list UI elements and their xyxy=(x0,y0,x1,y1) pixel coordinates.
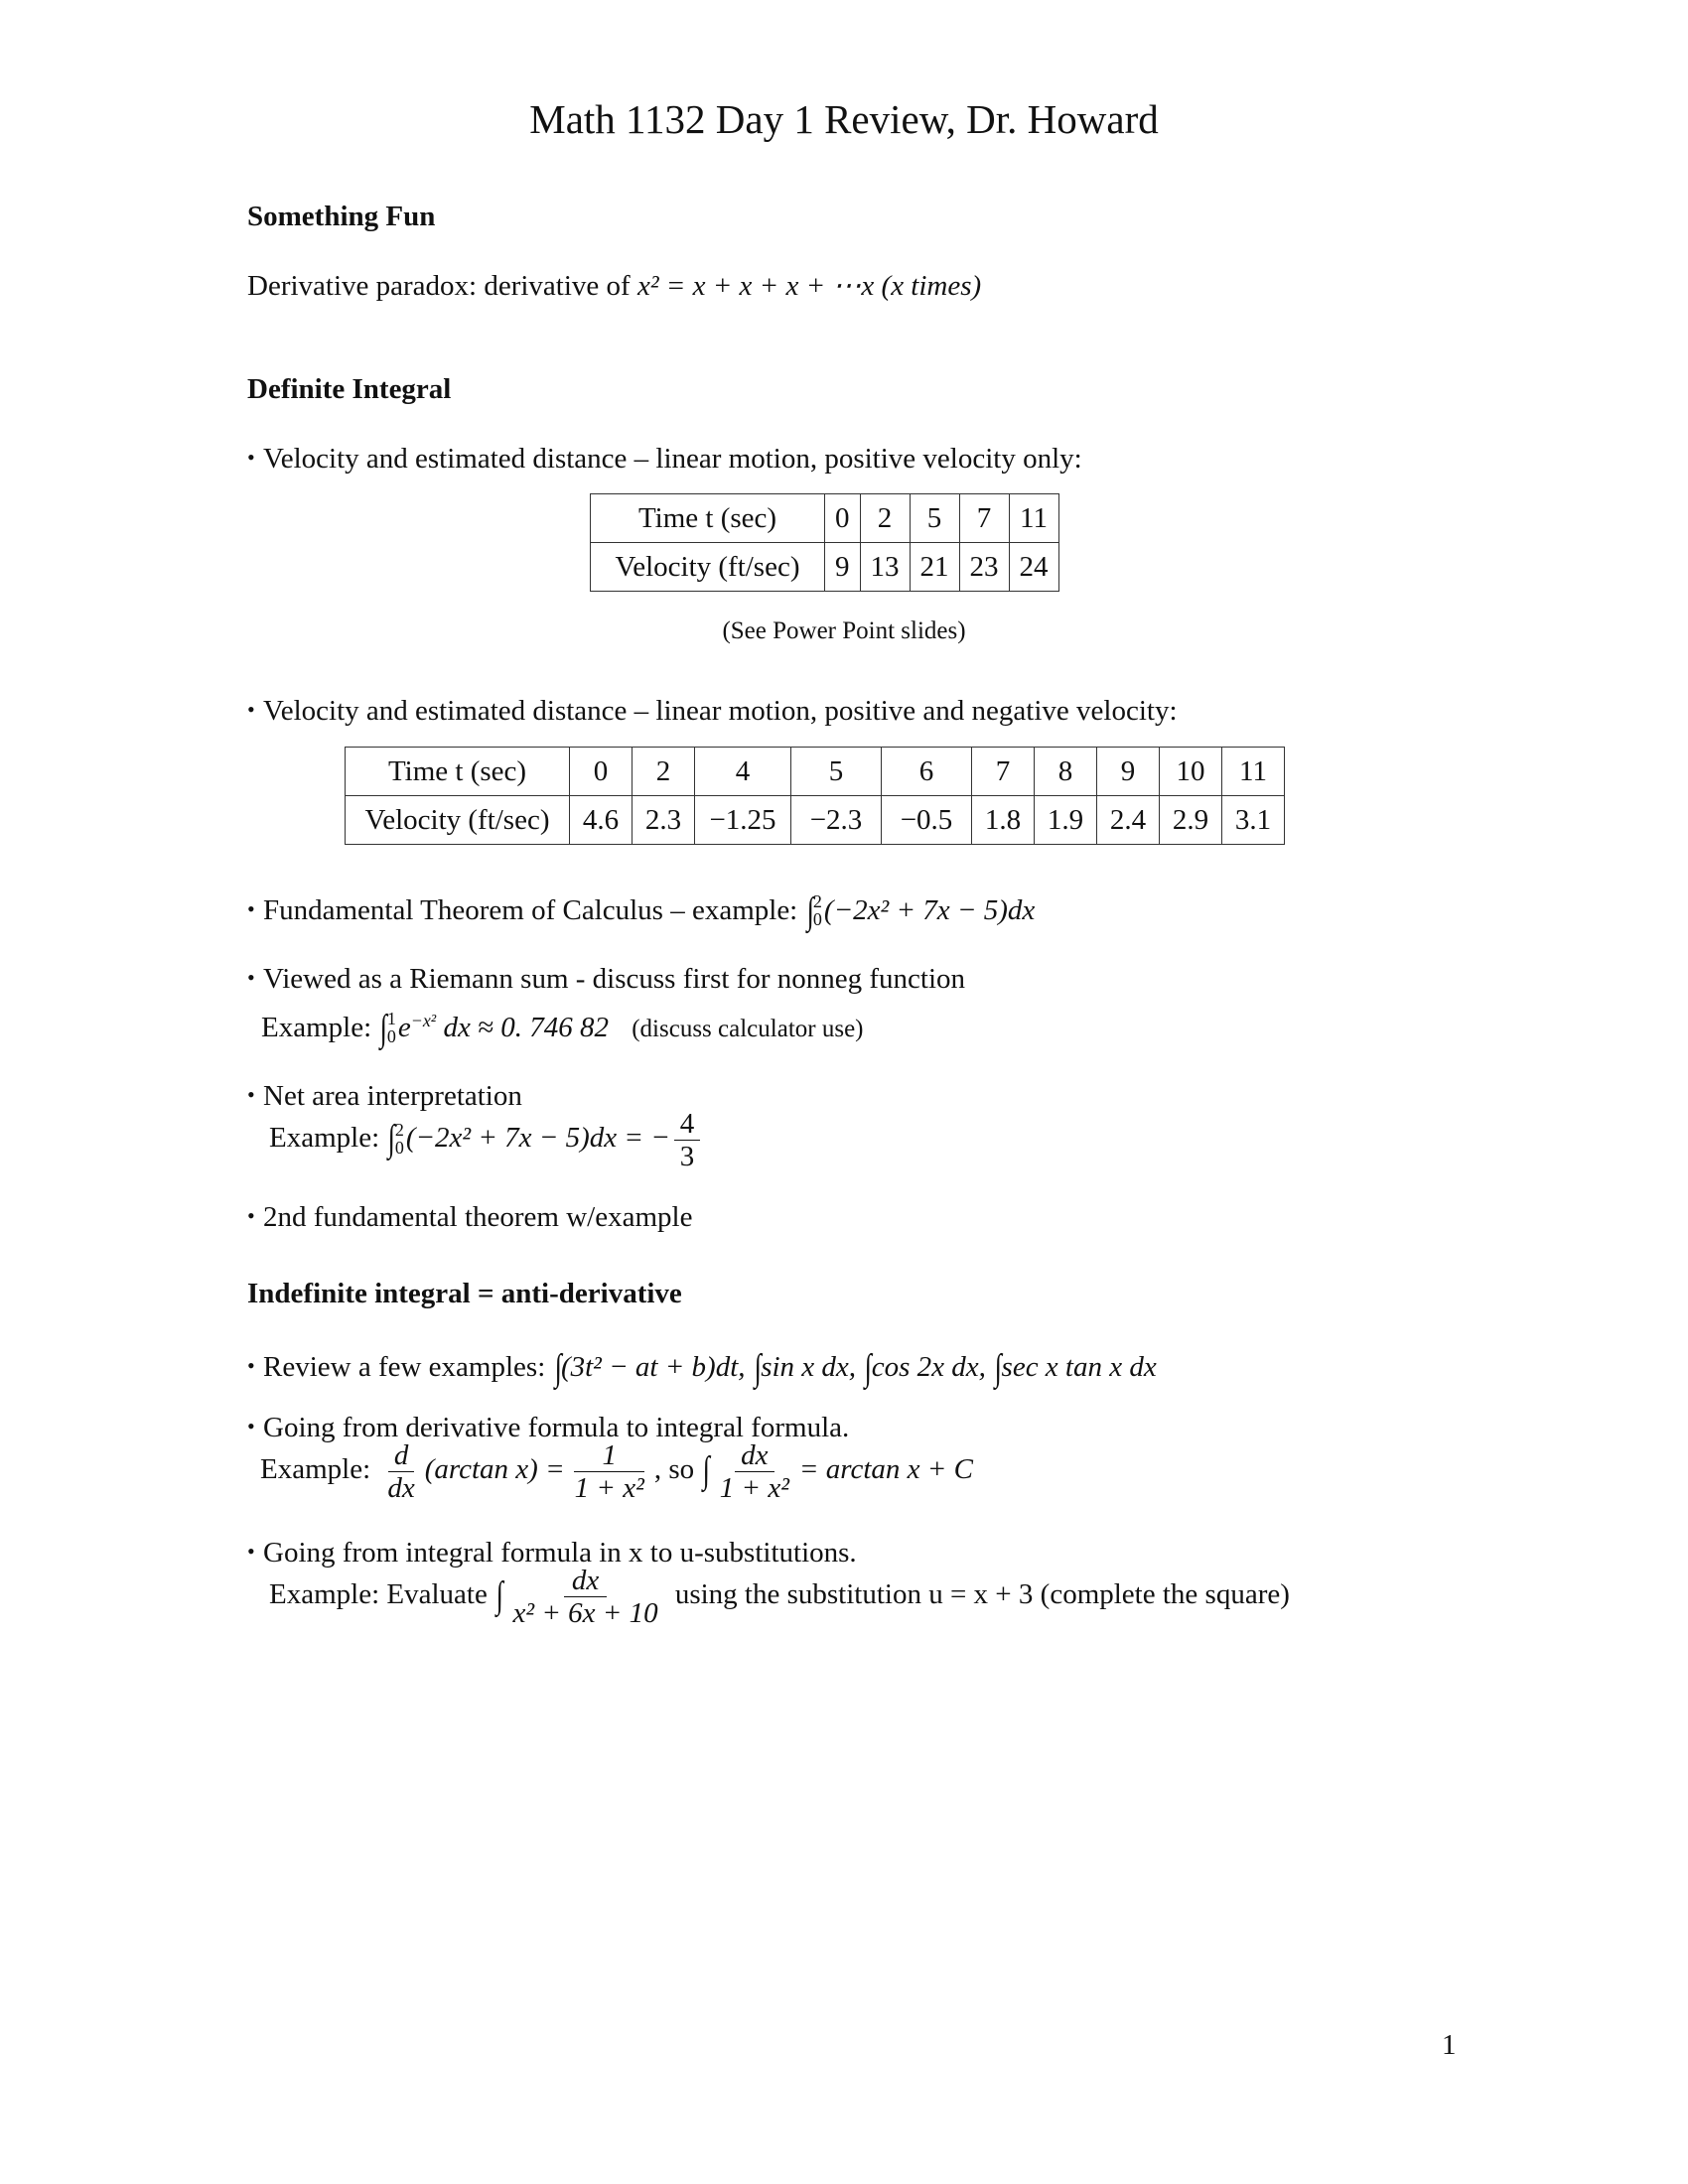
integrand: (−2x² + 7x − 5)dx = − xyxy=(405,1122,670,1155)
derivative-paradox xyxy=(247,268,981,303)
row-label: Velocity (ft/sec) xyxy=(346,796,570,845)
substitution-text: using the substitution u = x + 3 (complete the square) xyxy=(667,1578,1290,1611)
bullet-velocity-pos-neg xyxy=(247,695,1178,728)
table-cell: −2.3 xyxy=(791,796,882,845)
fraction: $\frac{4}{3}$ xyxy=(674,1108,701,1172)
integral-icon: ∫ xyxy=(864,1347,873,1389)
paradox-label: Derivative paradox: derivative of xyxy=(247,270,637,302)
example-label: Example: xyxy=(260,1453,378,1486)
integral-limits: 1 0 xyxy=(386,1009,396,1047)
bullet-icon: • xyxy=(247,445,255,470)
bullet-text: Going from derivative formula to integral formula. xyxy=(263,1412,850,1443)
example-expr: sec x tan x dx xyxy=(1001,1351,1157,1383)
table-cell: 4.6 xyxy=(570,796,633,845)
table-cell: 1.9 xyxy=(1035,796,1097,845)
heading-definite-integral: Definite Integral xyxy=(247,373,452,405)
integral-icon: ∫ xyxy=(806,890,814,932)
bullet-velocity-positive xyxy=(247,443,1082,476)
bullet-text: Review a few examples: xyxy=(263,1351,553,1383)
net-area-example xyxy=(269,1108,704,1172)
table-cell: 0 xyxy=(570,748,633,796)
table-row-velocity xyxy=(591,543,1059,592)
integral-icon: ∫ xyxy=(754,1347,762,1389)
bullet-text: Viewed as a Riemann sum - discuss first for nonneg function xyxy=(263,963,966,995)
velocity-table-positive xyxy=(590,493,1059,592)
table-cell: 11 xyxy=(1009,494,1058,543)
bullet-text: Going from integral formula in x to u-substitutions. xyxy=(263,1537,857,1569)
page-number: 1 xyxy=(1442,2029,1457,2061)
arctan-example xyxy=(260,1439,973,1504)
integrand: (−2x² + 7x − 5)dx xyxy=(823,894,1036,926)
row-label: Time t (sec) xyxy=(591,494,825,543)
integral-icon: ∫ xyxy=(379,1008,388,1049)
row-label: Velocity (ft/sec) xyxy=(591,543,825,592)
example-expr: cos 2x dx, xyxy=(871,1351,986,1383)
velocity-table-pos-neg xyxy=(345,747,1285,845)
table-cell: 10 xyxy=(1160,748,1222,796)
table-cell: 5 xyxy=(791,748,882,796)
table-cell: 21 xyxy=(910,543,959,592)
table-cell: 2 xyxy=(860,494,910,543)
table-cell: 2.4 xyxy=(1097,796,1160,845)
bullet-text: Velocity and estimated distance – linear motion, positive and negative velocity: xyxy=(263,695,1178,727)
arctan-expr: (arctan x) = xyxy=(424,1453,565,1486)
integral-limits: 2 0 xyxy=(812,891,822,930)
table-cell: −1.25 xyxy=(695,796,791,845)
table-cell: 2 xyxy=(633,748,695,796)
table-cell: 13 xyxy=(860,543,910,592)
integral-icon: ∫ xyxy=(702,1449,711,1492)
example-expr: (3t² − at + b)dt, xyxy=(560,1351,746,1383)
bullet-text: Velocity and estimated distance – linear motion, positive velocity only: xyxy=(263,443,1082,475)
bullet-text: Net area interpretation xyxy=(263,1080,522,1112)
bullet-riemann xyxy=(247,963,965,996)
integral-value: dx ≈ 0. 746 82 xyxy=(436,1012,609,1043)
bullet-ftc xyxy=(247,886,1035,930)
table-cell: 5 xyxy=(910,494,959,543)
table-row-velocity xyxy=(346,796,1285,845)
table-cell: 1.8 xyxy=(972,796,1035,845)
bullet-icon: • xyxy=(247,896,255,921)
integral-limits: 2 0 xyxy=(394,1119,404,1158)
table-row-time xyxy=(346,748,1285,796)
table-cell: 2.9 xyxy=(1160,796,1222,845)
table-cell: −0.5 xyxy=(882,796,972,845)
bullet-icon: • xyxy=(247,1353,255,1378)
bullet-icon: • xyxy=(247,965,255,990)
table-cell: 11 xyxy=(1222,748,1285,796)
table-cell: 7 xyxy=(959,494,1009,543)
integral-icon: ∫ xyxy=(387,1118,396,1160)
bullet-icon: • xyxy=(247,1414,255,1438)
integral-icon: ∫ xyxy=(554,1347,562,1389)
example-label: Example: Evaluate xyxy=(269,1578,495,1611)
table-row-time xyxy=(591,494,1059,543)
bullet-text: Fundamental Theorem of Calculus – example: xyxy=(263,894,805,926)
table-cell: 4 xyxy=(695,748,791,796)
heading-something-fun: Something Fun xyxy=(247,201,436,232)
table-cell: 2.3 xyxy=(633,796,695,845)
fraction: $\frac{dx}{\text{x² + 6x + 10}}$ xyxy=(512,1565,658,1629)
integrand: e xyxy=(397,1012,411,1043)
example-label: Example: xyxy=(269,1122,387,1155)
bullet-icon: • xyxy=(247,1082,255,1107)
example-label: Example: xyxy=(261,1012,379,1043)
table-cell: 0 xyxy=(825,494,861,543)
bullet-icon: • xyxy=(247,697,255,722)
bullet-icon: • xyxy=(247,1203,255,1228)
bullet-text: 2nd fundamental theorem w/example xyxy=(263,1201,693,1233)
table-cell: 9 xyxy=(825,543,861,592)
riemann-example xyxy=(261,1003,864,1047)
u-substitution-example xyxy=(269,1565,1290,1629)
row-label: Time t (sec) xyxy=(346,748,570,796)
bullet-icon: • xyxy=(247,1539,255,1564)
integral-icon: ∫ xyxy=(495,1574,503,1617)
paradox-expression: x² = x + x + x + ⋯x (x times) xyxy=(636,270,982,302)
bullet-2nd-ftc xyxy=(247,1201,692,1234)
derivative-operator: $\frac{d}{dx}$ xyxy=(387,1439,415,1504)
heading-indefinite-integral: Indefinite integral = anti-derivative xyxy=(247,1278,682,1309)
fraction: $\frac{dx}{\text{1 + x²}}$ xyxy=(719,1439,789,1504)
fraction: $\frac{1}{\text{1 + x²}}$ xyxy=(574,1439,644,1504)
exponent: −x² xyxy=(410,1011,437,1031)
table-note: (See Power Point slides) xyxy=(722,617,966,644)
table-cell: 3.1 xyxy=(1222,796,1285,845)
bullet-review-examples xyxy=(247,1342,1157,1389)
note: (discuss calculator use) xyxy=(632,1016,864,1042)
example-expr: sin x dx, xyxy=(761,1351,857,1383)
table-cell: 7 xyxy=(972,748,1035,796)
integral-icon: ∫ xyxy=(994,1347,1002,1389)
so-text: , so xyxy=(653,1453,702,1486)
table-cell: 6 xyxy=(882,748,972,796)
table-cell: 8 xyxy=(1035,748,1097,796)
table-cell: 9 xyxy=(1097,748,1160,796)
page-title: Math 1132 Day 1 Review, Dr. Howard xyxy=(529,96,1159,142)
result-expr: = arctan x + C xyxy=(798,1453,973,1486)
table-cell: 23 xyxy=(959,543,1009,592)
table-cell: 24 xyxy=(1009,543,1058,592)
